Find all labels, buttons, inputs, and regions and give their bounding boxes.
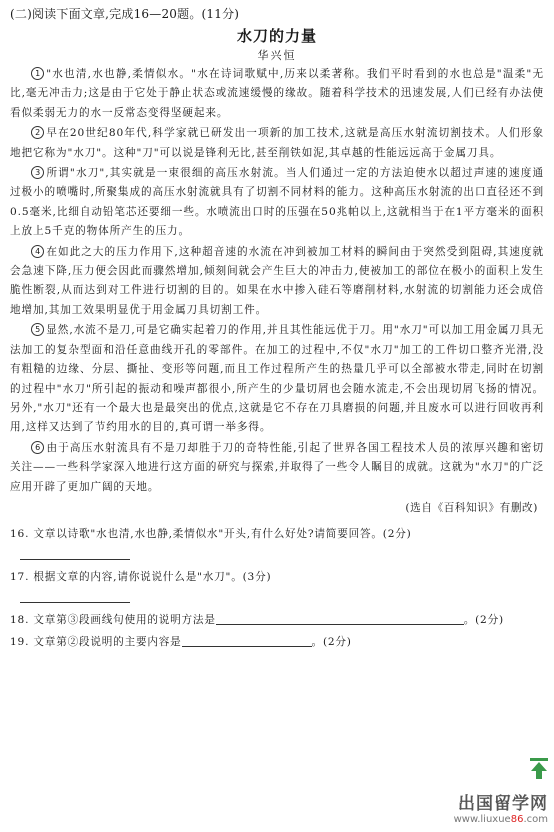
- article-source: (选自《百科知识》有删改): [405, 501, 538, 514]
- question-text: 17. 根据文章的内容,请你说说什么是"水刀"。(3分): [10, 570, 272, 583]
- question-16: [10, 525, 544, 560]
- paragraph-1: [10, 65, 544, 123]
- question-prefix: 19. 文章第②段说明的主要内容是: [10, 635, 182, 648]
- article-body: [10, 65, 544, 497]
- watermark-url-number: 86: [510, 814, 524, 825]
- watermark-url-prefix: www.liuxue: [453, 814, 511, 825]
- question-prefix: 18. 文章第③段画线句使用的说明方法是: [10, 613, 216, 626]
- paragraph-text: 所谓"水刀",其实就是一束很细的高压水射流。当人们通过一定的方法迫使水以超过声速的速度通过极小的喷嘴时,所聚集成的高压水射流就具有了切割不同材料的能力。这种高压水射流的出口直径还不到0.5毫米,比细自动铅笔芯还要细一些。水喷流出口时的压强在50兆帕以上,这就相当于在1平方毫米的面积上放上5千克的物体所产生的压力。: [10, 167, 544, 238]
- watermark-url: [454, 814, 548, 826]
- paragraph-number: 3: [31, 166, 44, 179]
- answer-blank[interactable]: [216, 612, 464, 625]
- paragraph-number: 4: [31, 245, 44, 258]
- question-suffix: 。(2分): [311, 635, 352, 648]
- question-17: [10, 568, 544, 603]
- question-suffix: 。(2分): [463, 613, 504, 626]
- paragraph-5: [10, 321, 544, 437]
- paragraph-number: 5: [31, 323, 44, 336]
- paragraph-2: [10, 124, 544, 163]
- article-author: 华兴恒: [257, 49, 297, 62]
- article-title: 水刀的力量: [236, 27, 317, 45]
- paragraph-3: [10, 164, 544, 242]
- paragraph-6: [10, 439, 544, 497]
- section-heading: (二)阅读下面文章,完成16—20题。(11分): [10, 7, 240, 21]
- paragraph-4: [10, 243, 544, 321]
- paragraph-text: 早在20世纪80年代,科学家就已研发出一项新的加工技术,这就是高压水射流切割技术。人们形象地把它称为"水刀"。这种"刀"可以说是锋利无比,甚至削铁如泥,其卓越的性能远远高于金属刀具。: [10, 127, 544, 159]
- paragraph-number: 2: [31, 126, 44, 139]
- paragraph-text: 显然,水流不是刀,可是它确实起着刀的作用,并且其性能远优于刀。用"水刀"可以加工用金属刀具无法加工的复杂型面和沿任意曲线开孔的零部件。在加工的过程中,不仅"水刀"加工的工件切口整齐光滑,没有粗糙的边缘、分层、撕扯、变形等问题,而且工作过程所产生的热量几乎可以全部被水带走,同时在切割的过程中"水刀"所引起的振动和噪声都很小,所产生的少量切屑也会随水流走,不会出现切屑飞扬的情况。另外,"水刀"还有一个最大也是最突出的优点,这就是它不存在刀具磨损的问题,并且废水可以进行回收再利用,这样又达到了节约用水的目的,真可谓一举多得。: [10, 324, 544, 434]
- answer-blank[interactable]: [20, 588, 130, 603]
- paragraph-text: 在如此之大的压力作用下,这种超音速的水流在冲到被加工材料的瞬间由于突然受到阻碍,其速度就会急速下降,压力便会因此而骤然增加,倾刻间就会产生巨大的冲击力,使被加工的部位在极小的面积上发生脆性断裂,从而达到对工件进行切割的目的。如果在水中掺入硅石等磨削材料,水射流的切割能力还会成倍地增加,其加工效果明显优于用金属刀具切割工件。: [10, 245, 544, 316]
- paragraph-number: 6: [31, 441, 44, 454]
- watermark-url-suffix: .com: [523, 814, 548, 825]
- paragraph-text: 由于高压水射流具有不是刀却胜于刀的奇特性能,引起了世界各国工程技术人员的浓厚兴趣和密切关注——一些科学家深入地进行这方面的研究与探索,并取得了一些令人瞩目的成就。这就为"水刀"的广泛应用开辟了更加广阔的天地。: [10, 441, 544, 493]
- answer-blank[interactable]: [182, 634, 312, 647]
- up-arrow-icon[interactable]: [530, 758, 548, 780]
- answer-blank[interactable]: [20, 545, 130, 560]
- question-text: 16. 文章以诗歌"水也清,水也静,柔情似水"开头,有什么好处?请简要回答。(2分): [10, 527, 412, 540]
- paragraph-number: 1: [31, 67, 44, 80]
- site-watermark: [454, 794, 548, 826]
- question-18: [10, 611, 544, 629]
- paragraph-text: "水也清,水也静,柔情似水。"水在诗词歌赋中,历来以柔著称。我们平时看到的水也总是"温柔"无比,毫无冲击力;这是由于它处于静止状态或流速缓慢的缘故。随着科学技术的迅速发展,人们已经有办法使看似柔弱无力的水一反常态变得坚硬起来。: [10, 68, 544, 119]
- question-19: [10, 633, 544, 651]
- watermark-title: 出国留学网: [458, 794, 548, 814]
